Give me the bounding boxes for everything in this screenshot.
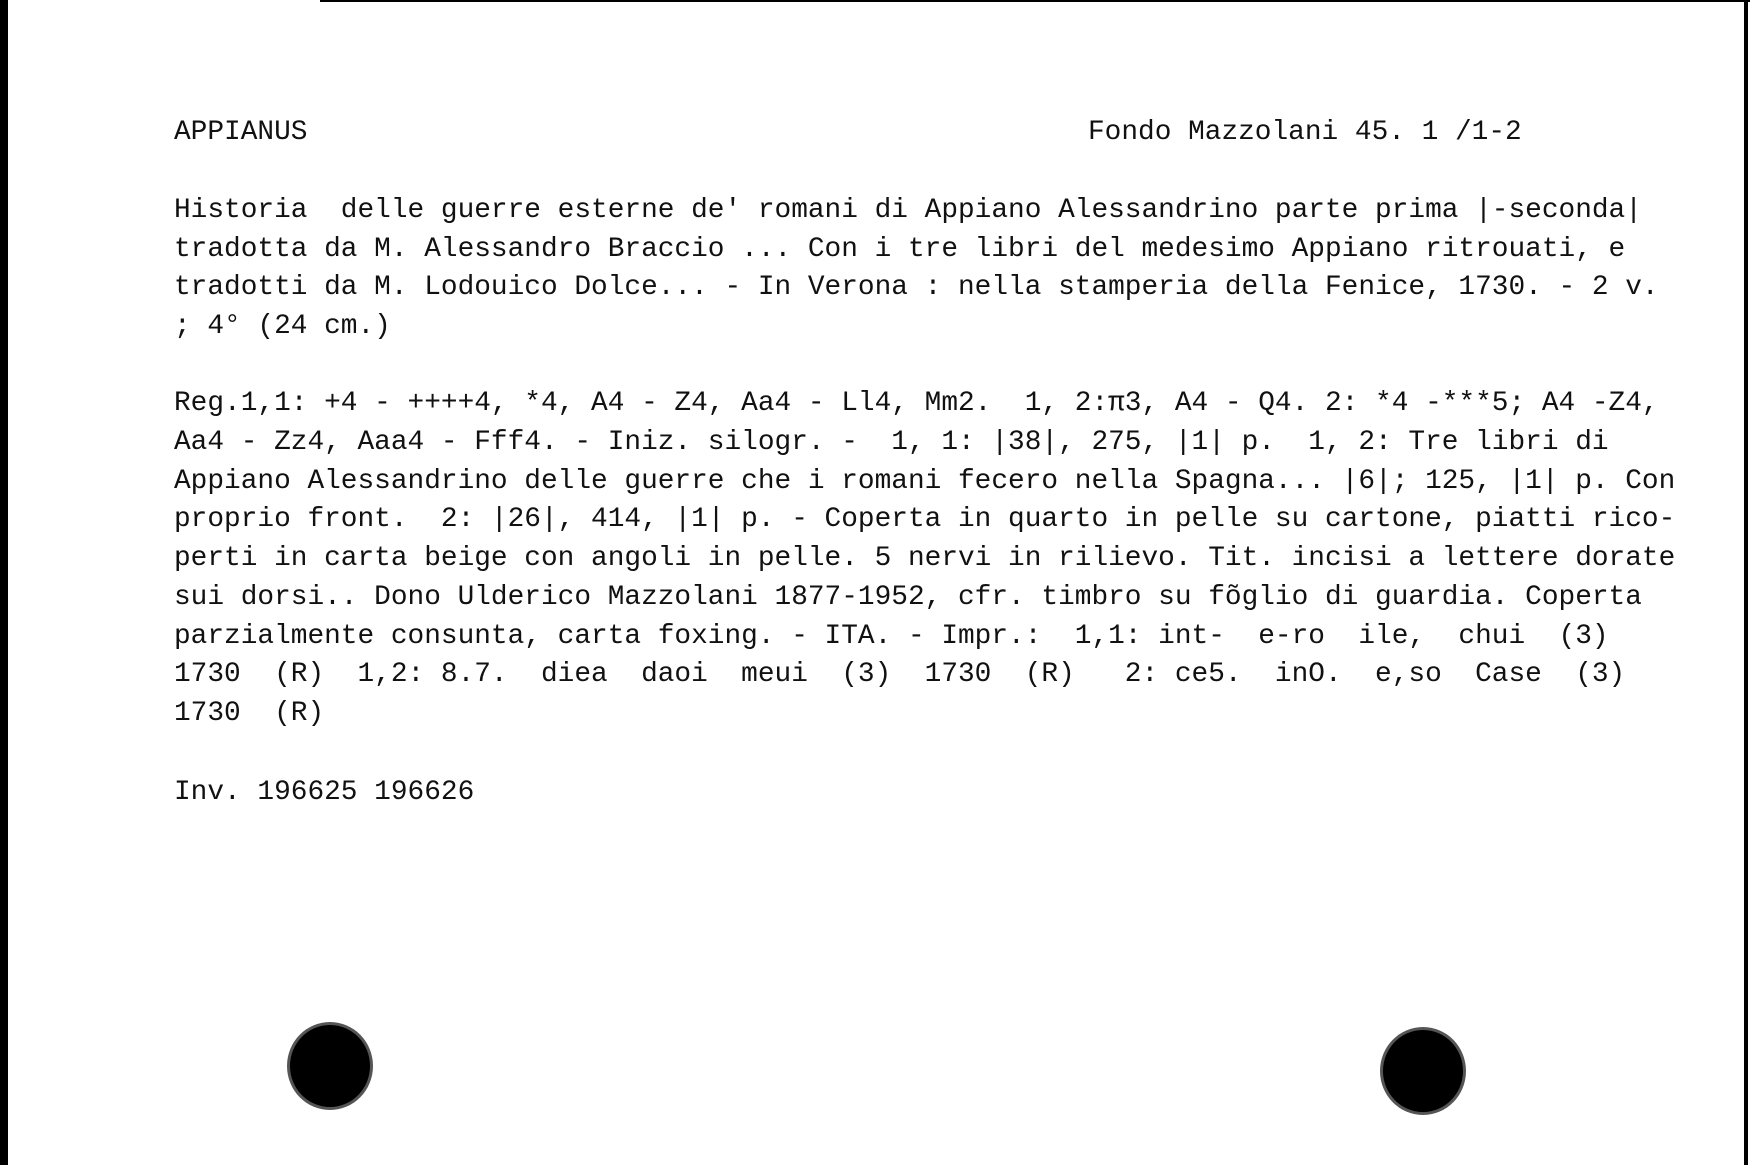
punch-hole-right	[1383, 1030, 1463, 1112]
card-border-top	[320, 0, 1750, 2]
notes-line: Aa4 - Zz4, Aaa4 - Fff4. - Iniz. silogr. - 1, 1: |38|, 275, |1| p. 1, 2: Tre libri di	[174, 427, 1609, 458]
inventory-numbers: Inv. 196625 196626	[174, 777, 475, 808]
description-line: ; 4° (24 cm.)	[174, 311, 391, 342]
card-border-right	[1744, 0, 1748, 1165]
notes-line: 1730 (R)	[174, 698, 325, 729]
notes-line: Reg.1,1: +4 - ++++4, *4, A4 - Z4, Aa4 - Ll4, Mm2. 1, 2:π3, A4 - Q4. 2: *4 -***5; A4 -Z4,	[174, 388, 1659, 419]
notes-line: sui dorsi.. Dono Ulderico Mazzolani 1877-1952, cfr. timbro su fõglio di guardia. Coperta	[174, 582, 1642, 613]
description-line: tradotti da M. Lodouico Dolce... - In Verona : nella stamperia della Fenice, 1730. - 2 v.	[174, 272, 1659, 303]
author-heading: APPIANUS	[174, 117, 308, 148]
notes-line: parzialmente consunta, carta foxing. - ITA. - Impr.: 1,1: int- e-ro ile, chui (3)	[174, 621, 1609, 652]
description-line: Historia delle guerre esterne de' romani di Appiano Alessandrino parte prima |-seconda|	[174, 195, 1642, 226]
notes-line: proprio front. 2: |26|, 414, |1| p. - Coperta in quarto in pelle su cartone, piatti rico-	[174, 504, 1676, 535]
notes-line: Appiano Alessandrino delle guerre che i romani fecero nella Spagna... |6|; 125, |1| p. Con	[174, 466, 1676, 497]
description-line: tradotta da M. Alessandro Braccio ... Con i tre libri del medesimo Appiano ritrouati, e	[174, 234, 1626, 265]
punch-hole-left	[290, 1025, 370, 1107]
shelfmark: Fondo Mazzolani 45. 1 /1-2	[1088, 117, 1522, 148]
notes-line: perti in carta beige con angoli in pelle. 5 nervi in rilievo. Tit. incisi a lettere dorate	[174, 543, 1676, 574]
card-border-left	[0, 0, 8, 1165]
notes-line: 1730 (R) 1,2: 8.7. diea daoi meui (3) 1730 (R) 2: ce5. inO. e,so Case (3)	[174, 659, 1626, 690]
